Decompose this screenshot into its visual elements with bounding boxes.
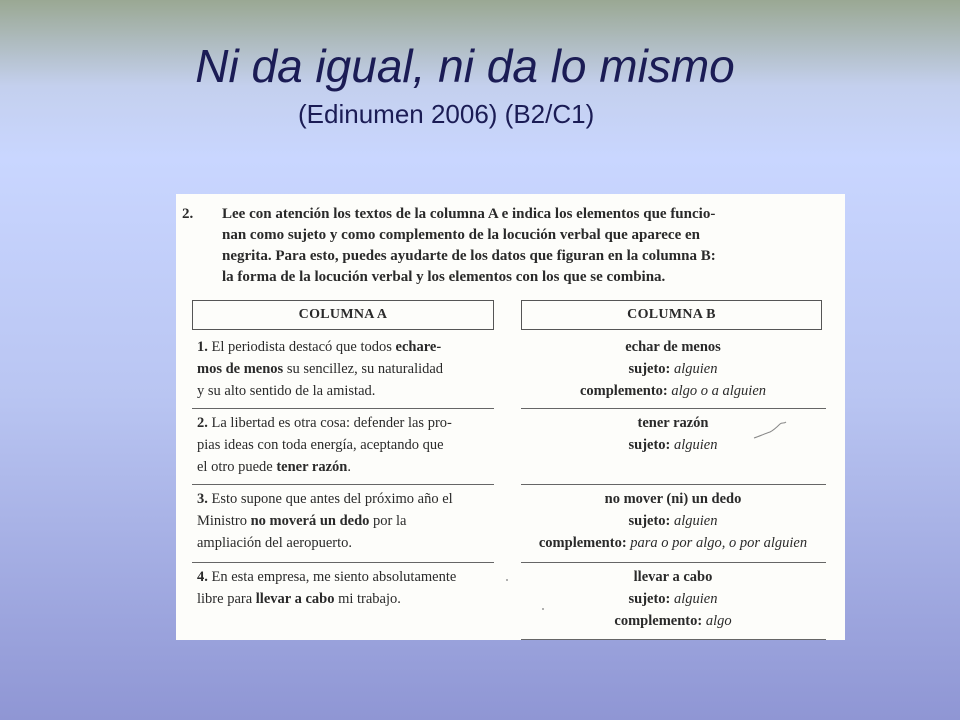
row-3-column-a: 3. Esto supone que antes del próximo año el Ministro no moverá un dedo por la ampliación del aeropuerto.: [197, 491, 453, 551]
scan-speck: [506, 579, 508, 581]
exercise-number: 2.: [182, 206, 194, 222]
instruction-line: negrita. Para esto, puedes ayudarte de los datos que figuran en la columna B:: [222, 248, 716, 264]
scanned-exercise: [176, 194, 845, 640]
slide-subtitle: (Edinumen 2006) (B2/C1): [298, 99, 595, 129]
instruction-line: la forma de la locución verbal y los elementos con los que se combina.: [222, 269, 666, 285]
row-4-column-b: llevar a cabo sujeto: alguien complemento: algo: [614, 569, 732, 629]
row-3-column-b: no mover (ni) un dedo sujeto: alguien complemento: para o por algo, o por alguien: [538, 491, 808, 551]
row-2-column-a: 2. La libertad es otra cosa: defender las pro- pias ideas con toda energía, aceptando que el otro puede tener razón.: [197, 415, 452, 475]
row-divider: [521, 408, 826, 409]
row-divider: [521, 639, 826, 640]
row-4-column-a: 4. En esta empresa, me siento absolutamente libre para llevar a cabo mi trabajo.: [197, 569, 457, 607]
row-divider: [192, 562, 494, 563]
locution-title: tener razón: [637, 415, 709, 431]
row-divider: [521, 484, 826, 485]
locution-title: no mover (ni) un dedo: [604, 491, 742, 507]
scan-speck: [542, 608, 544, 610]
locution-title: llevar a cabo: [633, 569, 713, 585]
instruction-line: nan como sujeto y como complemento de la locución verbal que aparece en: [222, 227, 701, 243]
exercise-instructions: [182, 204, 824, 288]
row-1-column-a: 1. El periodista destacó que todos echare- mos de menos su sencillez, su naturalidad y su alto sentido de la amistad.: [197, 339, 444, 399]
row-2-column-b: tener razón sujeto: alguien: [628, 415, 718, 453]
row-divider: [192, 408, 494, 409]
column-a-header: COLUMNA A: [192, 300, 494, 330]
column-b-header: COLUMNA B: [521, 300, 822, 330]
pencil-mark-icon: [752, 420, 792, 442]
row-divider: [192, 484, 494, 485]
slide-title: Ni da igual, ni da lo mismo: [195, 40, 735, 92]
locution-title: echar de menos: [625, 339, 721, 355]
instruction-line: 2. Lee con atención los textos de la columna A e indica los elementos que funcio-: [202, 204, 824, 225]
row-1-column-b: echar de menos sujeto: alguien complemento: algo o a alguien: [579, 339, 767, 399]
row-divider: [521, 562, 826, 563]
